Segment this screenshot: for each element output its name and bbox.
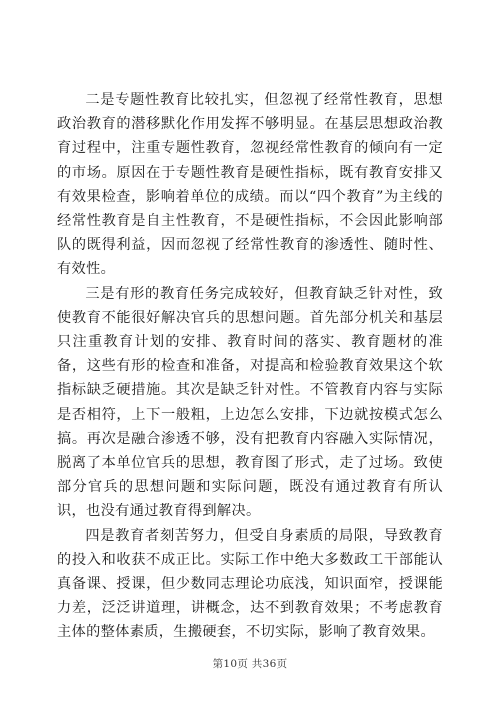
page-number: 第10页 共36页: [212, 658, 288, 670]
document-body: [57, 88, 443, 645]
paragraph-2: 二是专题性教育比较扎实，但忽视了经常性教育，思想政治教育的潜移默化作用发挥不够明显。在基层思想政治教育过程中，注重专题性教育，忽视经常性教育的倾向有一定的市场。原因在于专题性教育是硬性指标，既有教育安排又有效果检查，影响着单位的成绩。而以“四个教育”为主线的经常性教育是自主性教育，不是硬性指标，不会因此影响部队的既得利益，因而忽视了经常性教育的渗透性、随时性、有效性。: [57, 92, 443, 278]
paragraph-3: 三是有形的教育任务完成较好，但教育缺乏针对性，致使教育不能很好解决官兵的思想问题。首先部分机关和基层只注重教育计划的安排、教育时间的落实、教育题材的准备，这些有形的检查和准备，对提高和检验教育效果这个软指标缺乏硬措施。其次是缺乏针对性。不管教育内容与实际是否相符，上下一般粗，上边怎么安排，下边就按模式怎么搞。再次是融合渗透不够，没有把教育内容融入实际情况，脱离了本单位官兵的思想，教育图了形式，走了过场。致使部分官兵的思想问题和实际问题，既没有通过教育有所认识，也没有通过教育得到解决。: [57, 285, 443, 520]
paragraph-4: 四是教育者刻苦努力，但受自身素质的局限，导致教育的投入和收获不成正比。实际工作中绝大多数政工干部能认真备课、授课，但少数同志理论功底浅，知识面窄，授课能力差，泛泛讲道理，讲概念，达不到教育效果；不考虑教育主体的整体素质，生搬硬套，不切实际，影响了教育效果。: [57, 527, 443, 641]
page-footer: [0, 656, 500, 671]
